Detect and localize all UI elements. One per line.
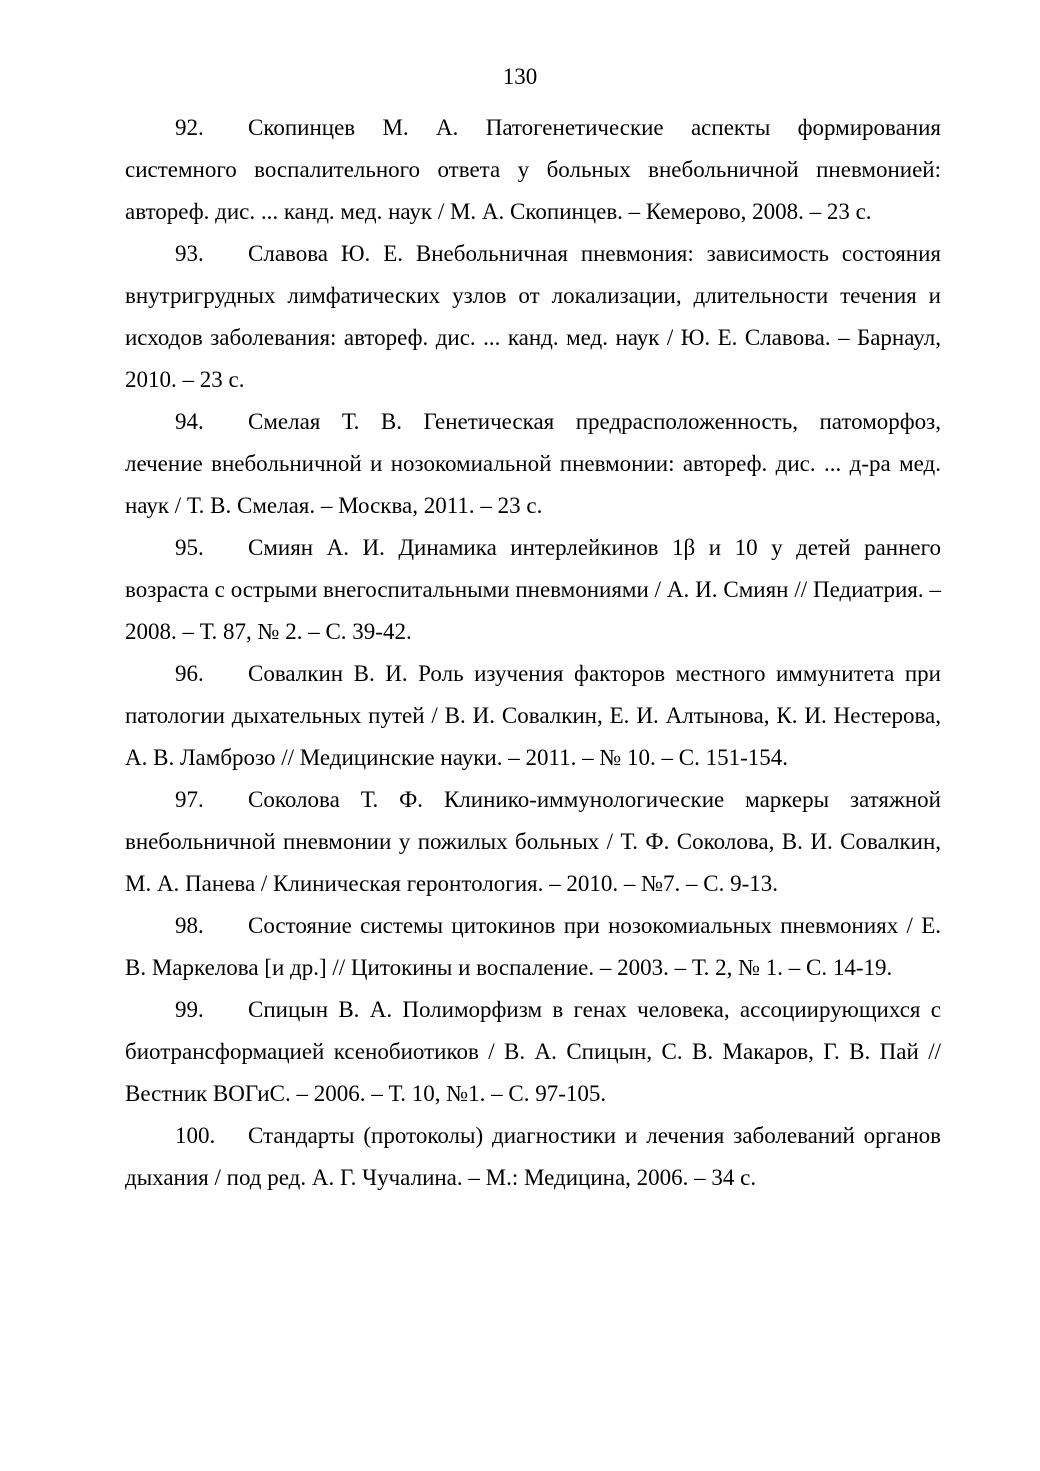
reference-number: 93. xyxy=(175,241,204,266)
reference-text: Стандарты (протоколы) диагностики и лечения заболеваний органов дыхания / под ред. А. Г. Чучалина. – М.: Медицина, 2006. – 34 с. xyxy=(125,1123,941,1190)
reference-item xyxy=(125,527,941,653)
reference-text: Славова Ю. Е. Внебольничная пневмония: зависимость состояния внутригрудных лимфатических узлов от локализации, длительности течения и исходов заболевания: автореф. дис. ... канд. мед. наук / Ю. Е. Славова. – Барнаул, 2010. – 23 с. xyxy=(125,241,941,392)
reference-number: 99. xyxy=(175,997,204,1022)
reference-item xyxy=(125,989,941,1115)
reference-item xyxy=(125,233,941,401)
reference-text: Смелая Т. В. Генетическая предрасположенность, патоморфоз, лечение внебольничной и нозокомиальной пневмонии: автореф. дис. ... д-ра мед. наук / Т. В. Смелая. – Москва, 2011. – 23 с. xyxy=(125,409,941,518)
reference-list xyxy=(125,107,941,1199)
reference-number: 92. xyxy=(175,115,204,140)
reference-item xyxy=(125,653,941,779)
reference-text: Совалкин В. И. Роль изучения факторов местного иммунитета при патологии дыхательных путей / В. И. Совалкин, Е. И. Алтынова, К. И. Нестерова, А. В. Ламброзо // Медицинские науки. – 2011. – № 10. – С. 151-154. xyxy=(125,661,941,770)
reference-item xyxy=(125,779,941,905)
page-number: 130 xyxy=(502,64,538,89)
reference-item xyxy=(125,107,941,233)
reference-number: 100. xyxy=(175,1123,216,1148)
reference-text: Смиян А. И. Динамика интерлейкинов 1β и 10 у детей раннего возраста с острыми внегоспитальными пневмониями / А. И. Смиян // Педиатрия. – 2008. – Т. 87, № 2. – С. 39-42. xyxy=(125,535,941,644)
reference-text: Состояние системы цитокинов при нозокомиальных пневмониях / Е. В. Маркелова [и др.] // Цитокины и воспаление. – 2003. – Т. 2, № 1. – С. 14-19. xyxy=(125,913,941,980)
reference-text: Соколова Т. Ф. Клинико-иммунологические маркеры затяжной внебольничной пневмонии у пожилых больных / Т. Ф. Соколова, В. И. Совалкин, М. А. Панева / Клиническая геронтология. – 2010. – №7. – С. 9-13. xyxy=(125,787,941,896)
reference-item xyxy=(125,1115,941,1199)
reference-number: 95. xyxy=(175,535,204,560)
reference-item xyxy=(125,401,941,527)
reference-item xyxy=(125,905,941,989)
reference-text: Скопинцев М. А. Патогенетические аспекты формирования системного воспалительного ответа у больных внебольничной пневмонией: автореф. дис. ... канд. мед. наук / М. А. Скопинцев. – Кемерово, 2008. – 23 с. xyxy=(125,115,941,224)
reference-number: 97. xyxy=(175,787,204,812)
reference-number: 98. xyxy=(175,913,204,938)
reference-text: Спицын В. А. Полиморфизм в генах человека, ассоциирующихся с биотрансформацией ксенобиотиков / В. А. Спицын, С. В. Макаров, Г. В. Пай // Вестник ВОГиС. – 2006. – Т. 10, №1. – С. 97-105. xyxy=(125,997,941,1106)
reference-number: 94. xyxy=(175,409,204,434)
reference-number: 96. xyxy=(175,661,204,686)
